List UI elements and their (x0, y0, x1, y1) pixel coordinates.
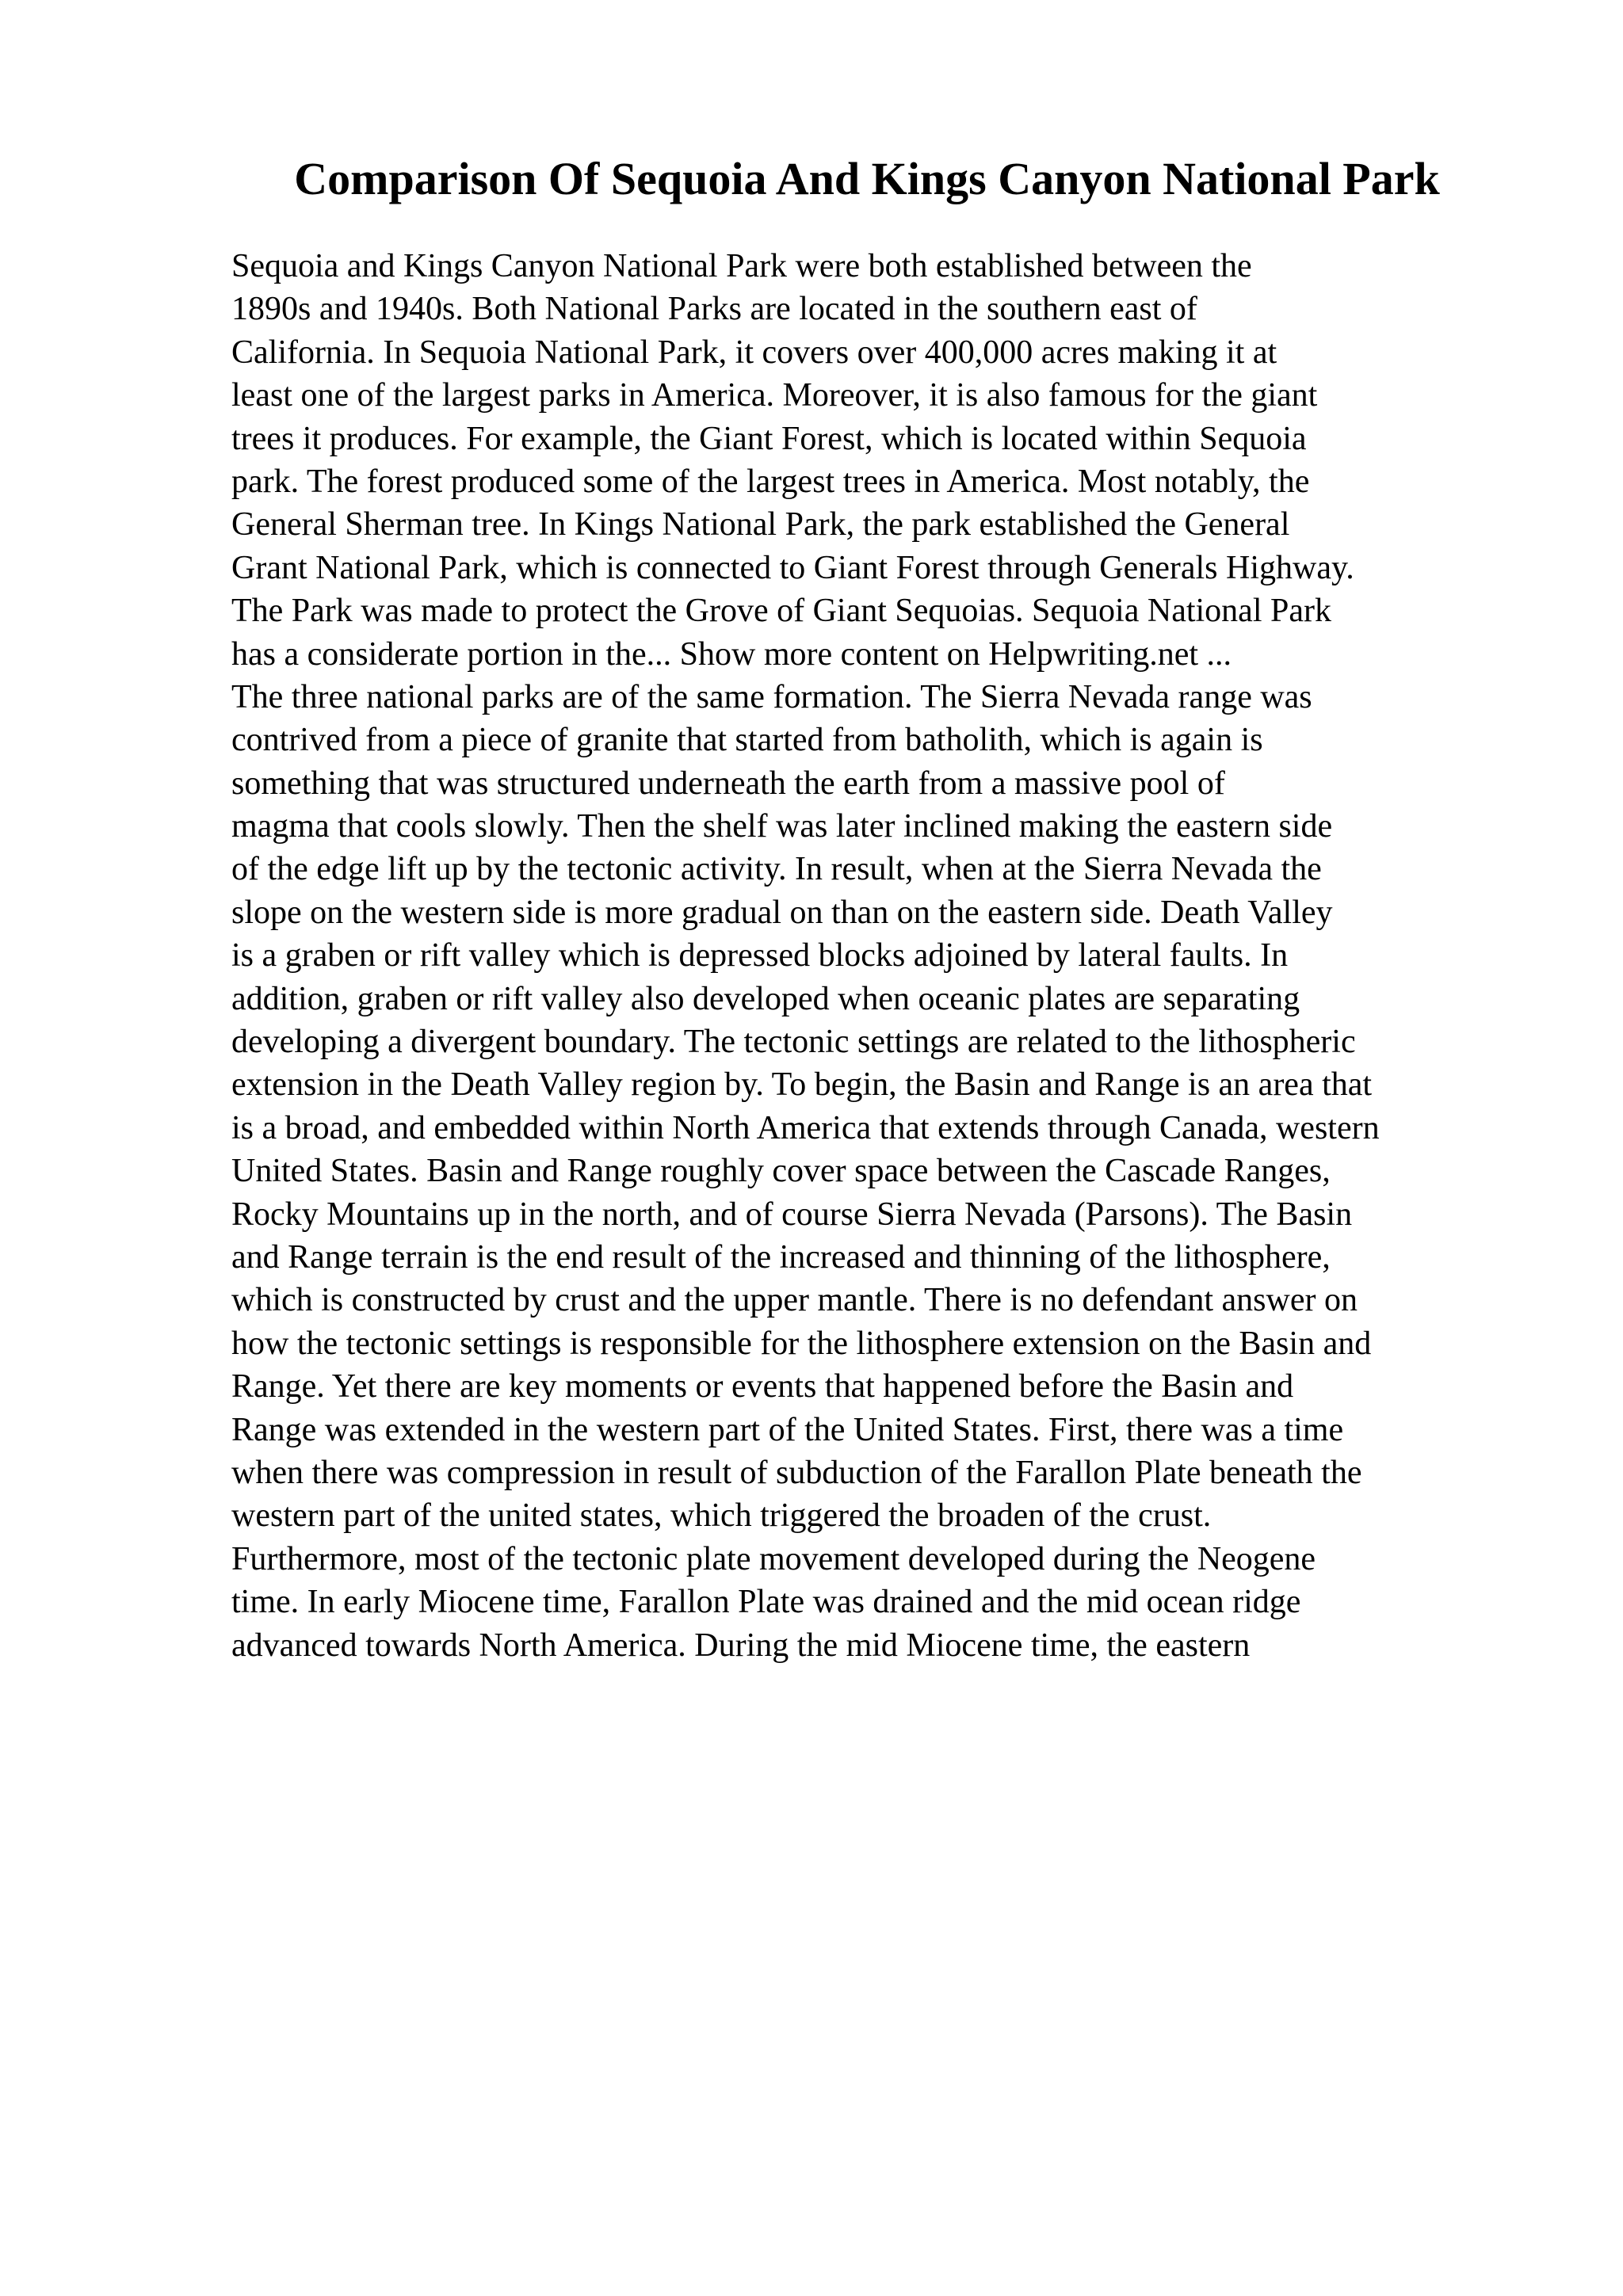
body-line: how the tectonic settings is responsible for the lithosphere extension on the Basin and (231, 1325, 1372, 1362)
body-line: of the edge lift up by the tectonic activity. In result, when at the Sierra Nevada the (231, 851, 1322, 888)
document-body (231, 245, 1531, 1667)
body-line: addition, graben or rift valley also developed when oceanic plates are separating (231, 980, 1300, 1017)
body-line: park. The forest produced some of the largest trees in America. Most notably, the (231, 463, 1310, 500)
body-line: western part of the united states, which triggered the broaden of the crust. (231, 1497, 1212, 1535)
body-line: developing a divergent boundary. The tectonic settings are related to the lithospheric (231, 1024, 1356, 1061)
body-line: time. In early Miocene time, Farallon Plate was drained and the mid ocean ridge (231, 1584, 1301, 1621)
body-line: California. In Sequoia National Park, it covers over 400,000 acres making it at (231, 334, 1277, 371)
body-line: slope on the western side is more gradual on than on the eastern side. Death Valley (231, 894, 1333, 931)
body-line: is a broad, and embedded within North America that extends through Canada, western (231, 1109, 1380, 1146)
body-line: has a considerate portion in the... Show more content on Helpwriting.net ... (231, 635, 1232, 673)
body-line: Range. Yet there are key moments or events that happened before the Basin and (231, 1368, 1294, 1405)
body-line: Rocky Mountains up in the north, and of course Sierra Nevada (Parsons). The Basin (231, 1196, 1353, 1233)
body-line: United States. Basin and Range roughly cover space between the Cascade Ranges, (231, 1153, 1331, 1190)
body-line: Sequoia and Kings Canyon National Park were both established between the (231, 248, 1252, 284)
body-line: contrived from a piece of granite that started from batholith, which is again is (231, 722, 1263, 759)
body-line: when there was compression in result of subduction of the Farallon Plate beneath the (231, 1454, 1362, 1491)
body-line: Range was extended in the western part of the United States. First, there was a time (231, 1411, 1344, 1448)
body-line: Furthermore, most of the tectonic plate movement developed during the Neogene (231, 1540, 1316, 1577)
body-line: 1890s and 1940s. Both National Parks are located in the southern east of (231, 291, 1197, 328)
body-line: Grant National Park, which is connected to Giant Forest through Generals Highway. (231, 549, 1354, 586)
body-line: which is constructed by crust and the upper mantle. There is no defendant answer on (231, 1282, 1358, 1319)
body-line: advanced towards North America. During the mid Miocene time, the eastern (231, 1627, 1251, 1664)
body-line: General Sherman tree. In Kings National Park, the park established the General (231, 506, 1290, 543)
body-line: is a graben or rift valley which is depressed blocks adjoined by lateral faults. In (231, 937, 1289, 974)
body-line: least one of the largest parks in America. Moreover, it is also famous for the giant (231, 377, 1318, 414)
body-line: extension in the Death Valley region by. To begin, the Basin and Range is an area that (231, 1066, 1373, 1104)
document-title: Comparison Of Sequoia And Kings Canyon National Park (294, 153, 1440, 204)
body-line: something that was structured underneath the earth from a massive pool of (231, 765, 1225, 802)
body-line: The Park was made to protect the Grove of Giant Sequoias. Sequoia National Park (231, 593, 1331, 630)
body-line: and Range terrain is the end result of the increased and thinning of the lithosphere, (231, 1238, 1331, 1276)
body-line: The three national parks are of the same formation. The Sierra Nevada range was (231, 678, 1312, 715)
body-line: trees it produces. For example, the Giant Forest, which is located within Sequoia (231, 420, 1307, 457)
body-line: magma that cools slowly. Then the shelf was later inclined making the eastern side (231, 808, 1333, 845)
